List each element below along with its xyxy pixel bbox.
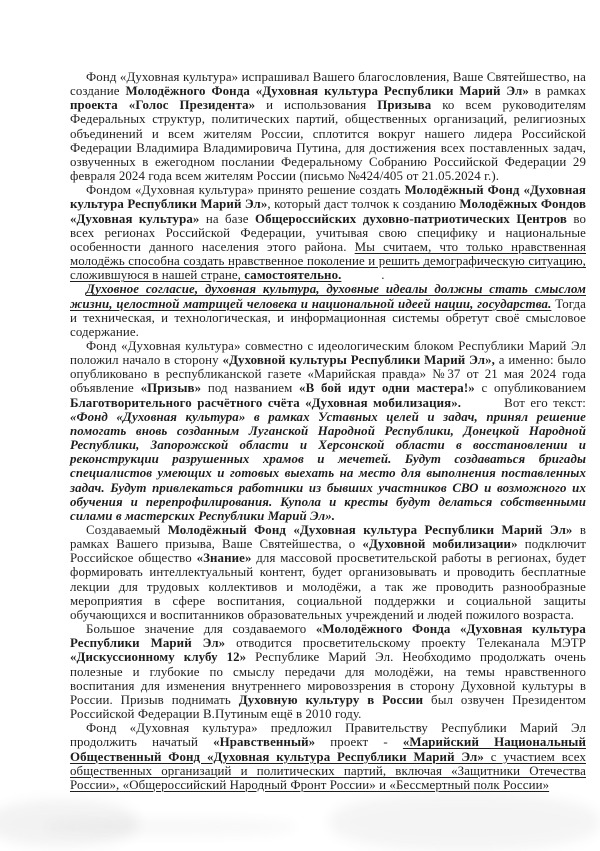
text-run: , который даст толчок к созданию xyxy=(267,197,460,212)
text-run: «Марийский Национальный Общественный Фонд «Духовная культура Республики Марий Эл» xyxy=(70,735,586,764)
text-run: «Духовной культуры Республики Марий Эл», xyxy=(222,353,495,368)
text-run: самостоятельно. xyxy=(244,268,342,283)
text-run: на базе xyxy=(199,211,255,226)
text-run: подключит Российское общество xyxy=(70,537,587,566)
text-run: Вот его текст: xyxy=(461,395,586,410)
paragraph-7 xyxy=(70,721,586,792)
text-run: для массовой просветительской работы в регионах, будет формировать интеллектуальный контент, будет организовывать и проводить бесплатные лекции для трудовых коллективов и молодёжи, а так же проводить разнообразные мероприятия в сфере воспитания, социальной поддержки и социальной защиты обучающихся и воспитанников образовательных учреждений и людей пожилого возраста. xyxy=(70,551,586,622)
text-run: проект - xyxy=(315,735,403,750)
text-run: Молодёжных Фондов «Духовная культура» xyxy=(70,197,587,226)
text-run: Фонд «Духовная культура» совместно с идеологическим блоком Республики Марий Эл положил начало в сторону xyxy=(70,338,586,368)
text-run: Призыва xyxy=(377,98,432,113)
text-run: отводится просветительскому проекту Телеканала МЭТР xyxy=(225,636,586,651)
text-run: «Фонд «Духовная культура» в рамках Уставных целей и задач, принял решение помогать вновь созданным Луганской Народной Республики, Донецкой Народной Республики, Запорожской области и Херсонской области в восстановлении и реконструкции разрушенных храмов и мечетей. Будут создаваться бригады специалистов умеющих и готовых выехать на место для выполнения поставленных задач. Будут привлекаться работники из бывших участников СВО и возможного их обучения и перепрофилирования. Купола и кресты будут делаться собственными силами в мастерских Республики Марий Эл». xyxy=(70,409,586,523)
text-run: а именно: было опубликовано в республиканской газете «Марийская правда» №37 от 21 мая 2024 года объявление xyxy=(70,353,586,396)
scan-artifact xyxy=(45,818,295,836)
text-run: в рамках Вашего призыва, Ваше Святейшества, о xyxy=(70,523,587,552)
text-run: Молодёжный Фонд «Духовная культура Республики Марий Эл» xyxy=(70,183,586,212)
text-run: был озвучен Президентом Российской Федерации В.Путиным ещё в 2010 году. xyxy=(70,692,586,722)
text-run: проекта «Голос Президента» xyxy=(70,98,256,113)
text-run: «Призыв» xyxy=(140,381,202,396)
text-run: . xyxy=(341,268,385,283)
text-run: с опубликованием xyxy=(474,381,586,396)
text-run: «В бой идут одни мастера!» xyxy=(299,381,475,396)
text-run: Молодёжный Фонд «Духовная культура Республики Марий Эл» xyxy=(167,523,573,537)
text-run: Фондом «Духовная культура» принято решение создать xyxy=(86,183,405,198)
text-run: во всех регионах Российской Федерации, учитывая свою специфику и национальные особенности данного населения этого района. xyxy=(70,211,586,254)
text-run: в рамках xyxy=(528,84,586,99)
text-run: «Дискуссионному клубу 12» xyxy=(70,650,247,665)
text-run: Тогда и техническая, и технологическая, и информационная системы обретут своё смысловое содержание. xyxy=(70,296,586,339)
paragraph-4 xyxy=(70,339,586,523)
document-body xyxy=(70,70,586,792)
text-run: ко всем руководителям Федеральных структур, политических партий, общественных организаций, религиозных объединений и всем жителям России, сплотится вокруг нашего лидера Российской Федерации Владимира Владимировича Путина, для достижения всех поставленных задач, озвученных в ежегодном послании Федеральному Собранию Российской Федерации 29 февраля 2024 года всем жителям России (письмо №424/405 от 21.05.2024 г.). xyxy=(70,98,586,184)
text-run: с участием всех общественных организаций и политических партий, включая «Защитники Отечества России», «Общероссийский Народный Фронт России» и «Бессмертный полк России» xyxy=(70,749,586,792)
text-run: Создаваемый xyxy=(86,523,168,537)
text-run: «Знание» xyxy=(196,551,252,566)
scan-artifact xyxy=(330,793,600,851)
scan-artifact xyxy=(0,800,138,846)
paragraph-5 xyxy=(70,523,586,622)
text-run: Республике Марий Эл. Необходимо продолжать очень полезные и глубокие по смыслу передачи для молодёжи, на темы нравственного воспитания для изменения внутреннего мировоззрения в сторону Духовной культуры в России. Призыв поднимать xyxy=(70,650,586,707)
paragraph-2 xyxy=(70,183,586,282)
text-run: Общероссийских духовно-патриотических Центров xyxy=(254,211,567,226)
text-run: Мы считаем, что только нравственная молодёжь способна создать нравственное поколение и решить демографическую ситуацию, сложившуюся в нашей стране, xyxy=(70,239,586,283)
text-run: Большое значение для создаваемого xyxy=(86,622,316,637)
text-run: Духовную культуру в России xyxy=(238,692,424,707)
text-run: Молодёжного Фонда «Духовная культура Республики Марий Эл» xyxy=(125,84,529,99)
text-run: и использования xyxy=(255,98,378,113)
paragraph-6 xyxy=(70,622,586,721)
text-run: Благотворительного расчётного счёта «Духовная мобилизация». xyxy=(70,395,462,410)
text-run: «Духовной мобилизации» xyxy=(362,537,518,552)
text-run: Духовное согласие, духовная культура, духовные идеалы должны стать смыслом жизни, целостной матрицей человека и национальной идеей нации, государства. xyxy=(70,282,586,311)
paragraph-1 xyxy=(70,70,586,183)
text-run: Фонд «Духовная культура» испрашивал Вашего благословления, Ваше Святейшество, на создание xyxy=(70,70,586,99)
text-run: «Нравственный» xyxy=(213,735,316,750)
text-run: Фонд «Духовная культура» предложил Правительству Республики Марий Эл продолжить начатый xyxy=(70,721,586,750)
text-run: «Молодёжного Фонда «Духовная культура Республики Марий Эл» xyxy=(70,622,586,651)
text-run: под названием xyxy=(201,381,300,396)
paragraph-3 xyxy=(70,282,586,339)
